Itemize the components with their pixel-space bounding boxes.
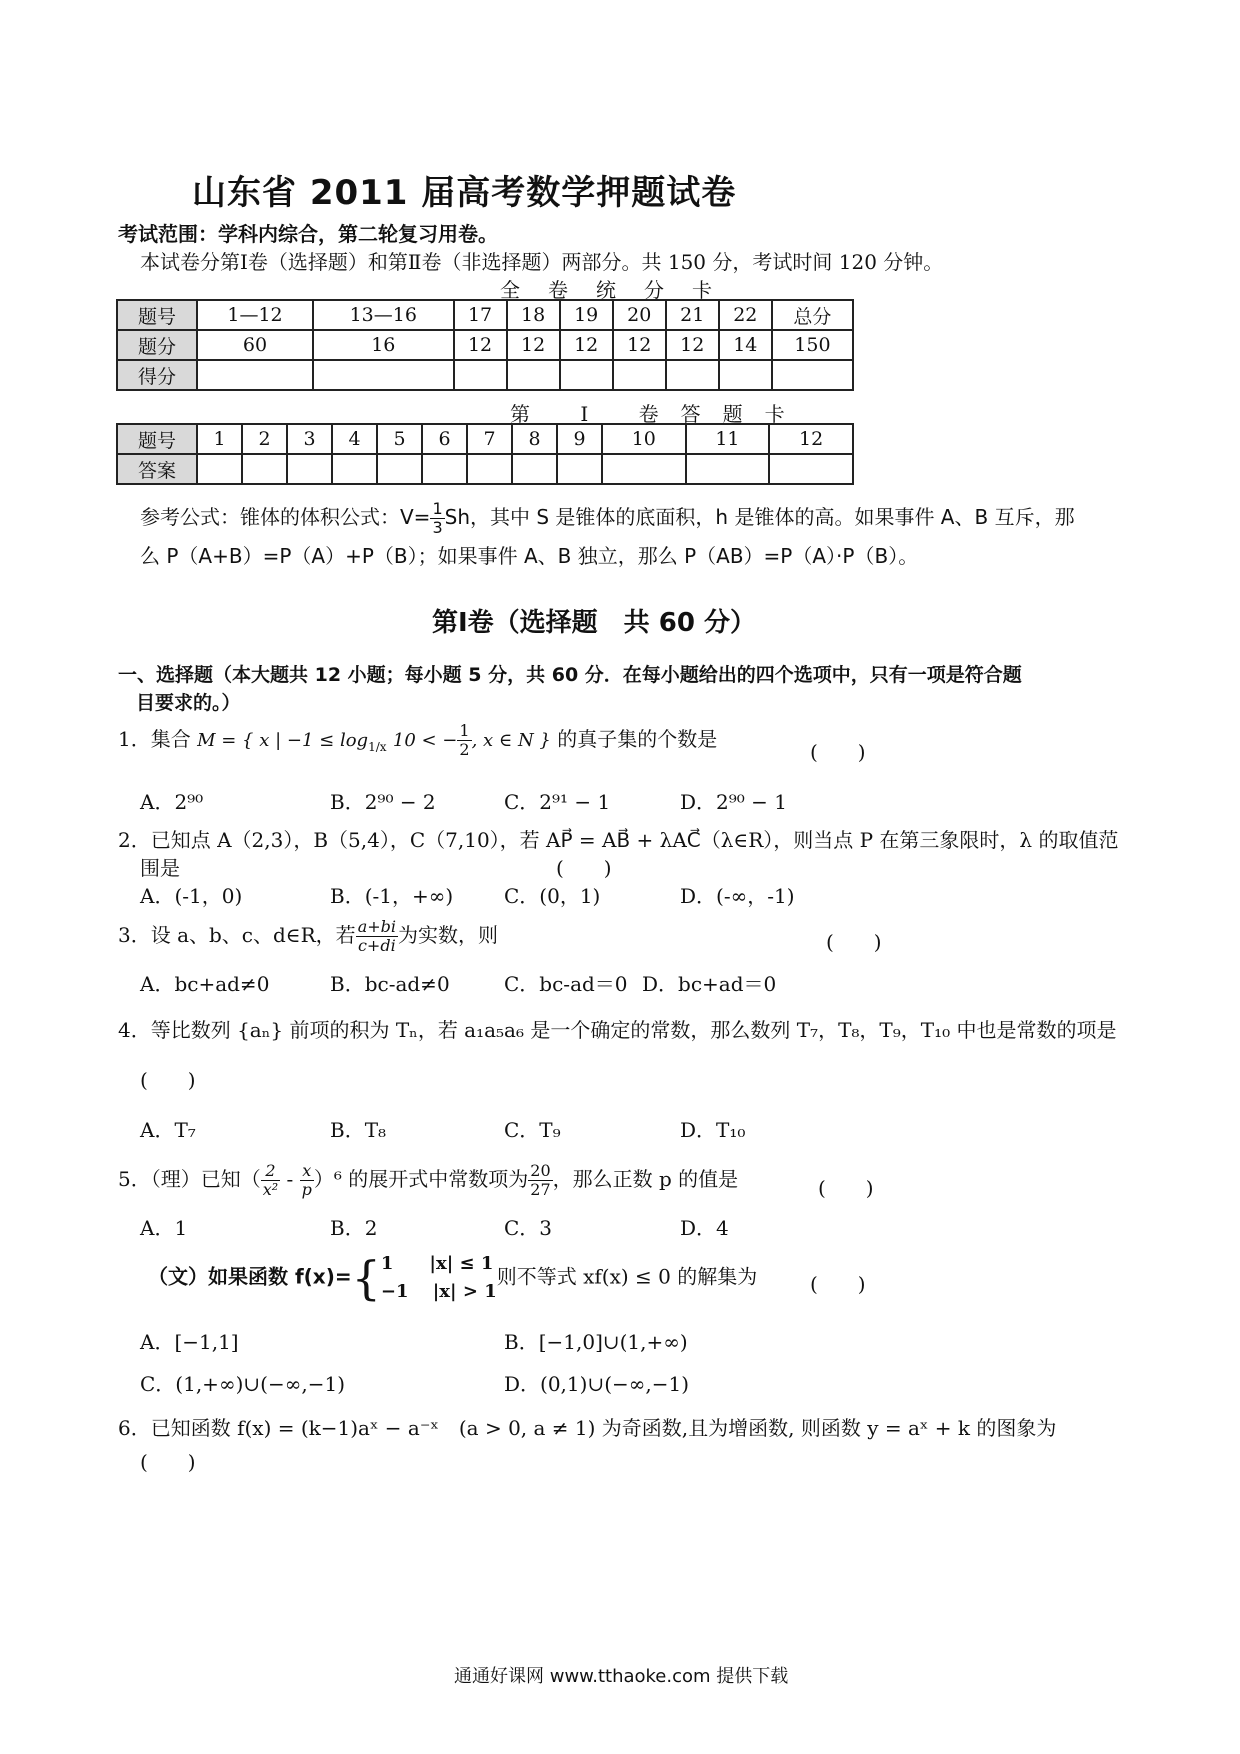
answer-card-table xyxy=(116,423,854,485)
page-title: 山东省 2011 届高考数学押题试卷 xyxy=(192,173,737,213)
question-5-wen-answer-blank[interactable]: ( ) xyxy=(810,1272,866,1296)
cell: 60 xyxy=(197,330,313,360)
cell: 答案 xyxy=(117,454,197,484)
question-6-stem: 6．已知函数 f(x) = (k−1)aˣ − a⁻ˣ (a > 0, a ≠ 1) 为奇函数,且为增函数, 则函数 y = aˣ + k 的图象为 xyxy=(118,1416,1057,1440)
question-4-option-b[interactable]: B．T₈ xyxy=(330,1118,387,1142)
cell: 12 xyxy=(454,330,507,360)
score-card-row-points xyxy=(117,330,853,360)
question-5-wen-option-b[interactable]: B．[−1,0]∪(1,+∞) xyxy=(504,1330,688,1354)
score-card-row-number xyxy=(117,300,853,330)
cell: 总分 xyxy=(772,300,853,330)
complex-fraction: $\frac{a+bi}{c+di}$ xyxy=(357,917,396,955)
cell: 12 xyxy=(507,330,560,360)
score-card-table xyxy=(116,299,854,391)
left-brace: { xyxy=(351,1251,381,1305)
cell: 17 xyxy=(454,300,507,330)
reference-text: 参考公式：锥体的体积公式：V= xyxy=(140,505,431,529)
page-footer: 通通好课网 www.tthaoke.com 提供下载 xyxy=(454,1666,789,1687)
answer-card-caption: 第 I 卷答题卡 xyxy=(510,402,807,426)
question-5-wen-option-c[interactable]: C．(1,+∞)∪(−∞,−1) xyxy=(140,1372,346,1396)
question-4-stem: 4．等比数列 {aₙ} 前项的积为 Tₙ，若 a₁a₅a₆ 是一个确定的常数，那么数列 T₇，T₈，T₉，T₁₀ 中也是常数的项是 xyxy=(118,1018,1117,1042)
answer-entry-cell[interactable] xyxy=(242,454,287,484)
reference-text: Sh，其中 S 是锥体的底面积，h 是锥体的高。如果事件 A、B 互斥，那 xyxy=(444,505,1075,529)
question-3-stem: 3．设 a、b、c、d∈R，若 $\frac{a+bi}{c+di}$ 为实数，则 xyxy=(118,917,498,955)
answer-entry-cell[interactable] xyxy=(422,454,467,484)
score-entry-cell[interactable] xyxy=(613,360,666,390)
question-4-option-c[interactable]: C．T₉ xyxy=(504,1118,561,1142)
question-5-wen-option-a[interactable]: A．[−1,1] xyxy=(140,1330,239,1354)
section-instructions-cont: 目要求的。） xyxy=(136,692,241,714)
question-1-answer-blank[interactable]: ( ) xyxy=(810,740,866,764)
cell: 150 xyxy=(772,330,853,360)
question-1-option-c[interactable]: C．2⁹¹ − 1 xyxy=(504,790,611,814)
question-2-option-a[interactable]: A．(-1，0) xyxy=(140,884,243,908)
cell: 9 xyxy=(557,424,602,454)
cell: 18 xyxy=(507,300,560,330)
cell: 7 xyxy=(467,424,512,454)
question-2-stem: 2．已知点 A（2,3），B（5,4），C（7,10），若 AP⃗ = AB⃗ + λAC⃗（λ∈R），则当点 P 在第三象限时，λ 的取值范 xyxy=(118,828,1119,852)
score-card-row-earned xyxy=(117,360,853,390)
question-5-wen-stem: （文）如果函数 f(x)={ 1 |x| ≤ 1 −1 |x| > 1 则不等式 xf(x) ≤ 0 的解集为 xyxy=(148,1251,758,1305)
score-entry-cell[interactable] xyxy=(666,360,719,390)
question-3-option-b[interactable]: B．bc-ad≠0 xyxy=(330,972,450,996)
question-2-answer-blank[interactable]: ( ) xyxy=(556,856,612,880)
question-2-stem-cont: 围是 xyxy=(140,856,180,880)
cell: 12 xyxy=(613,330,666,360)
question-4-option-d[interactable]: D．T₁₀ xyxy=(680,1118,746,1142)
answer-entry-cell[interactable] xyxy=(602,454,686,484)
question-3-option-a[interactable]: A．bc+ad≠0 xyxy=(140,972,270,996)
question-1-option-b[interactable]: B．2⁹⁰ − 2 xyxy=(330,790,436,814)
question-1-option-a[interactable]: A．2⁹⁰ xyxy=(140,790,204,814)
cell: 22 xyxy=(719,300,772,330)
cell: 3 xyxy=(287,424,332,454)
question-6-answer-blank[interactable]: ( ) xyxy=(140,1450,196,1474)
section-title: 第Ⅰ卷（选择题 共 60 分） xyxy=(432,608,756,638)
cell: 11 xyxy=(686,424,770,454)
cell: 题号 xyxy=(117,300,197,330)
cell: 得分 xyxy=(117,360,197,390)
answer-entry-cell[interactable] xyxy=(197,454,242,484)
section-instructions: 一、选择题（本大题共 12 小题；每小题 5 分，共 60 分．在每小题给出的四个选项中，只有一项是符合题 xyxy=(118,664,1022,686)
answer-entry-cell[interactable] xyxy=(377,454,422,484)
answer-entry-cell[interactable] xyxy=(332,454,377,484)
cell: 5 xyxy=(377,424,422,454)
score-entry-cell[interactable] xyxy=(313,360,454,390)
answer-card-row-number xyxy=(117,424,853,454)
question-3-option-c[interactable]: C．bc-ad＝0 xyxy=(504,972,628,996)
question-5-option-c[interactable]: C．3 xyxy=(504,1216,553,1240)
cell: 12 xyxy=(666,330,719,360)
score-card-caption: 全卷统分卡 xyxy=(500,278,740,302)
cell: 4 xyxy=(332,424,377,454)
question-5-answer-blank[interactable]: ( ) xyxy=(818,1176,874,1200)
question-5-option-b[interactable]: B．2 xyxy=(330,1216,378,1240)
cell: 12 xyxy=(560,330,613,360)
question-5-option-a[interactable]: A．1 xyxy=(140,1216,188,1240)
cell: 14 xyxy=(719,330,772,360)
cell: 20 xyxy=(613,300,666,330)
score-entry-cell[interactable] xyxy=(560,360,613,390)
cell: 8 xyxy=(512,424,557,454)
question-2-option-d[interactable]: D．(-∞，-1) xyxy=(680,884,795,908)
exam-intro: 本试卷分第Ⅰ卷（选择题）和第Ⅱ卷（非选择题）两部分。共 150 分，考试时间 120 分钟。 xyxy=(140,250,944,274)
score-entry-cell[interactable] xyxy=(507,360,560,390)
cell: 10 xyxy=(602,424,686,454)
cell: 13—16 xyxy=(313,300,454,330)
reference-line-2: 么 P（A+B）=P（A）+P（B）；如果事件 A、B 独立，那么 P（AB）=P（A）·P（B）。 xyxy=(140,544,919,568)
answer-entry-cell[interactable] xyxy=(467,454,512,484)
answer-entry-cell[interactable] xyxy=(686,454,770,484)
question-5-stem: 5．（理）已知（ $\frac{2}{\text{x²}}$ - $\frac{x}{p}$ ）⁶ 的展开式中常数项为 $\frac{20}{27}$ ，那么正数 p 的值是 xyxy=(118,1161,739,1199)
cell: 6 xyxy=(422,424,467,454)
answer-entry-cell[interactable] xyxy=(769,454,853,484)
answer-entry-cell[interactable] xyxy=(512,454,557,484)
cell: 题号 xyxy=(117,424,197,454)
score-entry-cell[interactable] xyxy=(454,360,507,390)
question-4-answer-blank[interactable]: ( ) xyxy=(140,1068,196,1092)
answer-entry-cell[interactable] xyxy=(557,454,602,484)
cell: 21 xyxy=(666,300,719,330)
question-5-option-d[interactable]: D．4 xyxy=(680,1216,729,1240)
answer-card-row-answers xyxy=(117,454,853,484)
question-4-option-a[interactable]: A．T₇ xyxy=(140,1118,196,1142)
cell: 1 xyxy=(197,424,242,454)
cell: 16 xyxy=(313,330,454,360)
question-2-option-c[interactable]: C．(0，1) xyxy=(504,884,601,908)
answer-entry-cell[interactable] xyxy=(287,454,332,484)
cell: 题分 xyxy=(117,330,197,360)
reference-line-1 xyxy=(140,500,1075,537)
cell: 12 xyxy=(769,424,853,454)
question-1-stem: 1．集合 M = { x | $-1 \le \log_{1/x} 10$ < − $\frac{1}{2}$ , x ∈ N } 的真子集的个数是 xyxy=(118,721,718,759)
score-entry-cell[interactable] xyxy=(197,360,313,390)
question-5-wen-option-d[interactable]: D．(0,1)∪(−∞,−1) xyxy=(504,1372,690,1396)
one-third-fraction: $\frac{1}{3}$ xyxy=(432,499,443,537)
cell: 2 xyxy=(242,424,287,454)
cell: 1—12 xyxy=(197,300,313,330)
cell: 19 xyxy=(560,300,613,330)
question-3-answer-blank[interactable]: ( ) xyxy=(826,930,882,954)
score-entry-cell[interactable] xyxy=(772,360,853,390)
question-3-option-d[interactable]: D．bc+ad＝0 xyxy=(642,972,777,996)
score-entry-cell[interactable] xyxy=(719,360,772,390)
exam-scope: 考试范围：学科内综合，第二轮复习用卷。 xyxy=(118,222,498,246)
question-2-option-b[interactable]: B．(-1，+∞) xyxy=(330,884,454,908)
piecewise-cases: 1 |x| ≤ 1 −1 |x| > 1 xyxy=(380,1253,497,1302)
question-1-option-d[interactable]: D．2⁹⁰ − 1 xyxy=(680,790,787,814)
